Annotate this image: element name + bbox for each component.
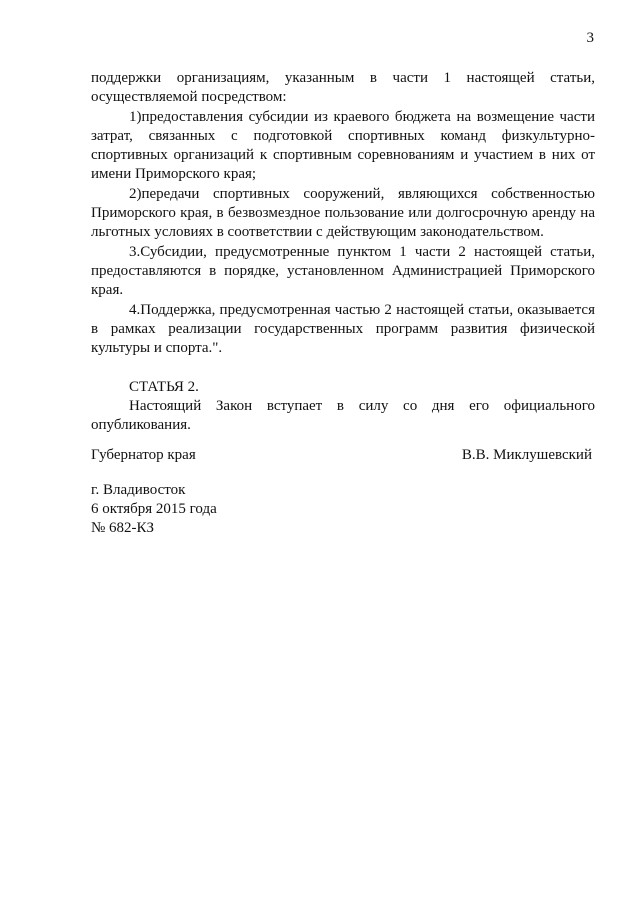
paragraph-support-means: поддержки организациям, указанным в части 1 настоящей статьи, осуществляемой посредством: [91,70,595,106]
article-text: Настоящий Закон вступает в силу со дня его официального опубликования. [91,398,595,434]
document-footer [91,481,217,538]
spacer [91,358,595,377]
signatory-name: В.В. Миклушевский [461,447,592,463]
date: 6 октября 2015 года [91,501,217,517]
article-heading: СТАТЬЯ 2. [129,378,199,395]
paragraph-subsidy-item: 1)предоставления субсидии из краевого бюджета на возмещение части затрат, связанных с подготовкой спортивных команд физкультурно-спортивных организаций к спортивным соревнованиям и участием в них от имени Приморского края; [91,108,595,183]
city: г. Владивосток [91,482,186,498]
law-number: № 682-КЗ [91,520,155,536]
paragraph-subsidy-procedure: 3.Субсидии, предусмотренные пунктом 1 части 2 настоящей статьи, предоставляются в порядке, установленном Администрацией Приморского края. [91,243,595,299]
signatory-position: Губернатор края [91,447,196,463]
page-number: 3 [586,30,594,46]
paragraph-support-programs: 4.Поддержка, предусмотренная частью 2 настоящей статьи, оказывается в рамках реализации государственных программ развития физической культуры и спорта.". [91,301,595,357]
document-body [91,69,595,436]
paragraph-transfer-item: 2)передачи спортивных сооружений, являющихся собственностью Приморского края, в безвозмездное пользование или долгосрочную аренду на льготных условиях в соответствии с действующим законодательством. [91,185,595,241]
